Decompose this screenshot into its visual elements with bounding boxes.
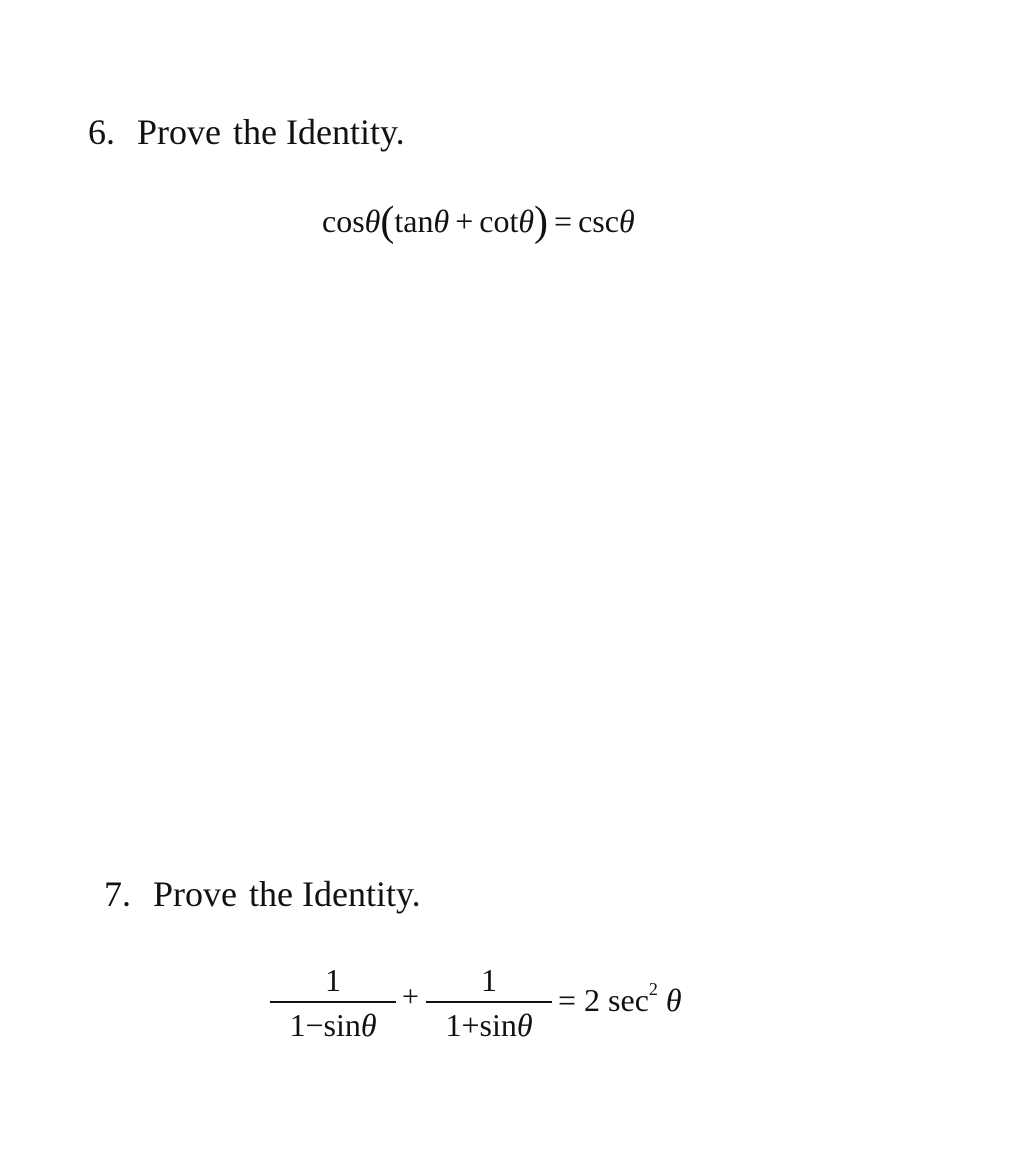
eq7-frac2-bar	[426, 1001, 552, 1003]
problem-7-instruction: the Identity.	[249, 874, 421, 914]
eq6-tan: tan	[394, 203, 434, 239]
eq6-open-paren: (	[380, 199, 395, 245]
eq7-fraction-2	[426, 962, 552, 1045]
problem-6-number: 6.	[88, 112, 115, 152]
problem-6-instruction: the Identity.	[233, 112, 405, 152]
problem-7-equation	[270, 962, 730, 1062]
problem-6-heading	[88, 114, 405, 150]
problem-7-number: 7.	[104, 874, 131, 914]
eq7-plus: +	[402, 980, 419, 1013]
eq6-equals: =	[554, 203, 573, 239]
eq6-csc: csc	[578, 203, 619, 239]
eq6-cos: cos	[322, 203, 365, 239]
problem-7-prove-word: Prove	[153, 874, 237, 914]
eq7-frac2-numerator: 1	[481, 962, 497, 998]
problem-6-equation	[322, 198, 635, 245]
problem-7-heading	[104, 876, 421, 912]
eq6-theta-4: θ	[618, 203, 635, 239]
eq7-frac2-denominator: 1+sinθ	[445, 1007, 533, 1043]
eq7-rhs-theta: θ	[665, 982, 682, 1018]
eq7-rhs: = 2 $\sec^2 \theta$	[558, 979, 682, 1018]
eq6-cot: cot	[479, 203, 519, 239]
eq6-theta-3: θ	[518, 203, 535, 239]
eq7-frac1-denominator: 1−sinθ	[289, 1007, 377, 1043]
eq7-exponent: 2	[648, 979, 658, 1000]
eq6-theta-1: θ	[364, 203, 381, 239]
problem-6-prove-word: Prove	[137, 112, 221, 152]
eq7-frac1-numerator: 1	[325, 962, 341, 998]
eq6-plus: +	[455, 203, 474, 239]
eq6-theta-2: θ	[433, 203, 450, 239]
eq7-frac1-bar	[270, 1001, 396, 1003]
eq6-close-paren: )	[534, 199, 549, 245]
eq7-fraction-1	[270, 962, 396, 1045]
